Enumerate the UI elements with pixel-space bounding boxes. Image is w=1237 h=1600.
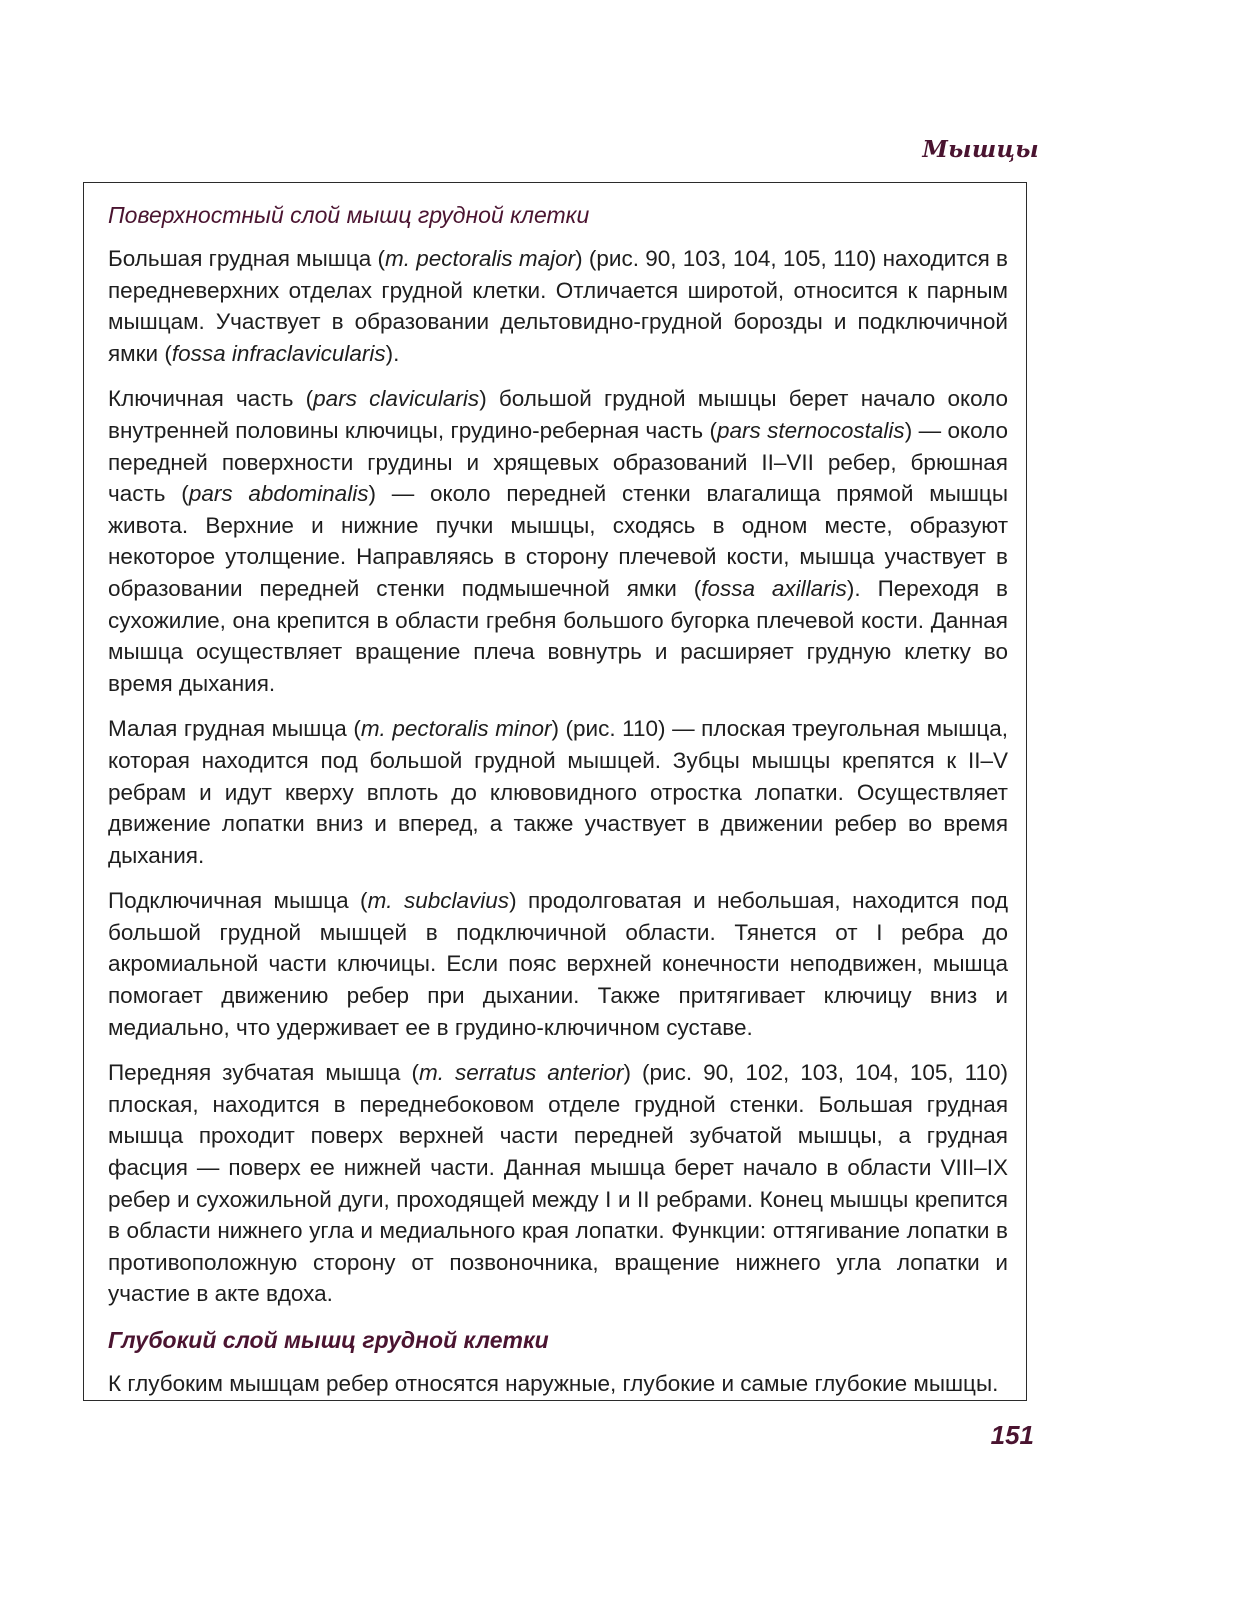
running-head: Мышцы [922,136,1039,163]
text-run: Подключичная мышца ( [108,888,368,914]
text-run: Большая грудная мышца ( [108,246,386,271]
text-run: Малая грудная мышца ( [108,716,361,742]
paragraph-deep-muscles: К глубоким мышцам ребер относятся наружные, глубокие и самые глубокие мышцы. [108,1371,999,1396]
text-run: Передняя зубчатая мышца ( [108,1060,419,1086]
paragraph-pectoralis-minor [108,713,1008,871]
paragraph-pectoralis-major [108,243,1008,369]
latin-term: m. pectoralis minor [360,716,552,742]
text-run: ) (рис. 90, 103, 104, 105, 110) находится в передневерхних отделах грудной клетки. Отличается широтой, относится к парным мышцам. Участвует в образовании дельтовидно-грудной борозды и подключичной ямки ( [108,246,1008,366]
latin-term: pars sternocostalis [716,417,905,443]
latin-term: pars clavicularis [313,386,480,412]
text-run: ). Переходя в сухожилие, она крепится в области гребня большого бугорка плечевой кости. Данная мышца осуществляет вращение плеча вовнутрь и расширяет грудную клетку во время дыхания. [108,575,1008,696]
page-number: 151 [990,1420,1034,1450]
paragraph-subclavius [108,885,1008,1043]
section-title-deep: Глубокий слой мышц грудной клетки [108,1327,549,1353]
latin-term: pars abdominalis [188,481,369,507]
text-run: ) (рис. 90, 102, 103, 104, 105, 110) плоская, находится в переднебоковом отделе грудной стенки. Большая грудная мышца проходит поверх верхней части передней зубчатой мышцы, а грудная фасция — поверх ее нижней части. Данная мышца берет начало в области VIII–IX ребер и сухожильной дуги, проходящей между I и II ребрами. Конец мышцы крепится в области нижнего угла и медиального края лопатки. Функции: оттягивание лопатки в противоположную сторону от позвоночника, вращение нижнего угла лопатки и участие в акте вдоха. [108,1060,1008,1307]
text-run: ) (рис. 110) — плоская треугольная мышца, которая находится под большой грудной мышцей. Зубцы мышцы крепятся к II–V ребрам и идут кверху вплоть до клювовидного отростка лопатки. Осуществляет движение лопатки вниз и вперед, а также участвует в движении ребер во время дыхания. [108,716,1008,868]
latin-term: m. subclavius [367,888,510,914]
text-run: ) — около передней поверхности грудины и хрящевых образований II–VII ребер, брюшная часть ( [108,417,1008,507]
latin-term: m. serratus anterior [418,1060,624,1086]
box-content [108,199,1008,1414]
paragraph-serratus-anterior [108,1057,1008,1310]
latin-term: fossa axillaris [701,575,847,601]
latin-term: m. pectoralis major [385,246,576,271]
text-run: ) — около передней стенки влагалища прямой мышцы живота. Верхние и нижние пучки мышцы, сходясь в одном месте, образуют некоторое утолщение. Направляясь в сторону плечевой кости, мышца участвует в образовании передней стенки подмышечной ямки ( [108,481,1008,601]
text-run: ) большой грудной мышцы берет начало около внутренней половины ключицы, грудино-реберная часть ( [108,386,1008,443]
text-box [83,182,1027,1401]
paragraph-pectoralis-parts [108,383,1008,699]
text-run: Ключичная часть ( [108,386,314,412]
text-run: ) продолговатая и небольшая, находится под большой грудной мышцей в подключичной области. Тянется от I ребра до акромиальной части ключицы. Если пояс верхней конечности неподвижен, мышца помогает движению ребер при дыхании. Также притягивает ключицу вниз и медиально, что удерживает ее в грудино-ключичном суставе. [108,888,1008,1040]
latin-term: fossa infraclavicularis [171,340,386,366]
section-title-superficial: Поверхностный слой мышц грудной клетки [108,202,590,228]
text-run: ). [385,340,400,366]
